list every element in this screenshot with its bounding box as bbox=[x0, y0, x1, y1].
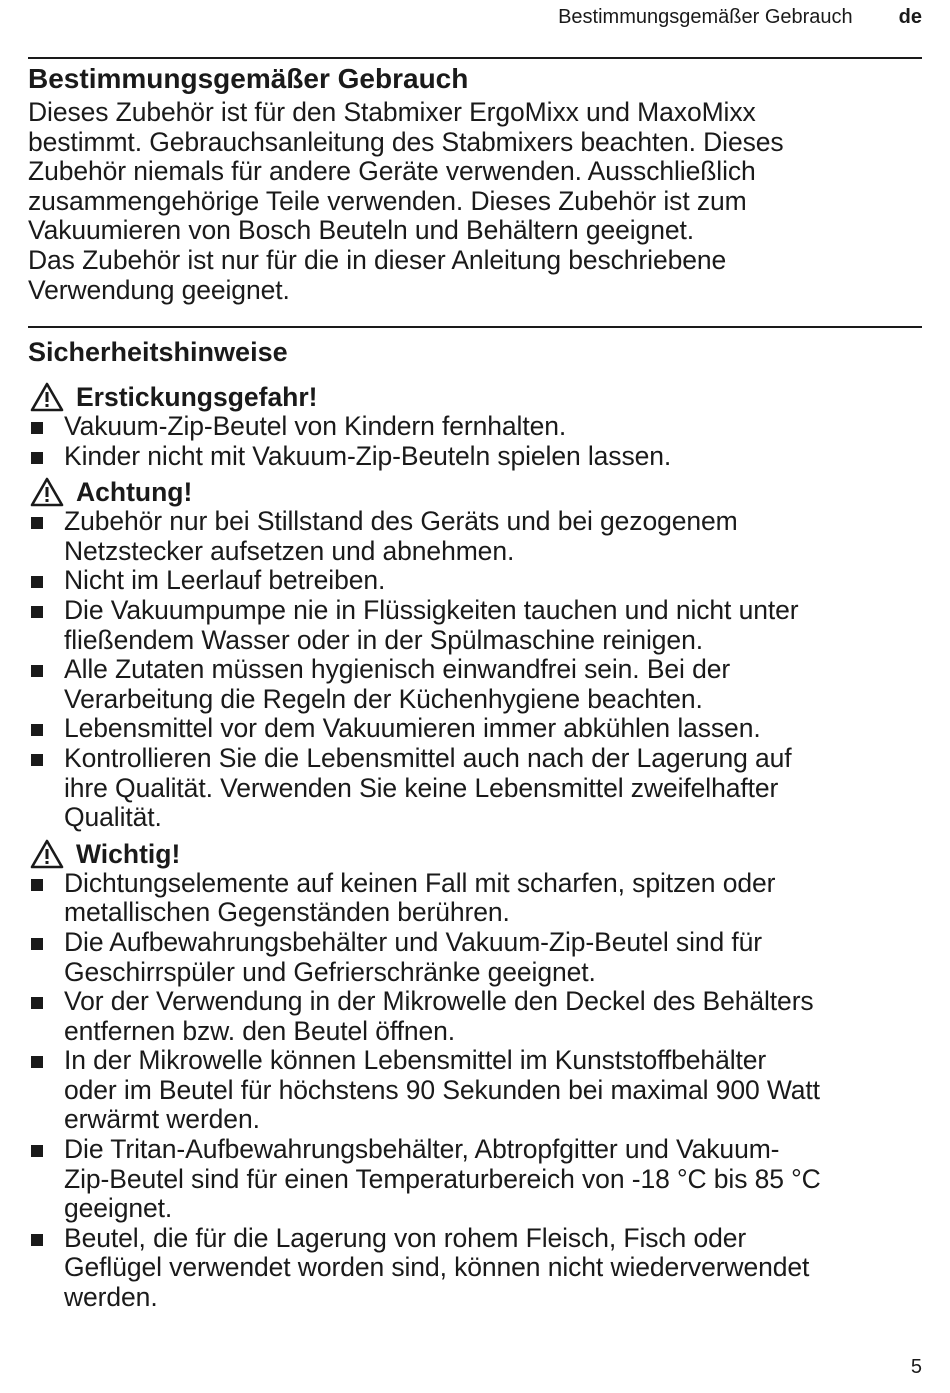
paragraph-line: Zubehör niemals für andere Geräte verwenden. Ausschließlich bbox=[28, 156, 756, 187]
warning-heading-text: Wichtig! bbox=[76, 838, 181, 869]
list-item: Alle Zutaten müssen hygienisch einwandfrei sein. Bei der Verarbeitung die Regeln der Küchenhygiene beachten. bbox=[28, 655, 922, 714]
warning-block-important bbox=[28, 839, 922, 1313]
paragraph-line: Das Zubehör ist nur für die in dieser Anleitung beschriebene bbox=[28, 244, 727, 275]
warning-triangle-icon bbox=[30, 477, 64, 507]
header-rule bbox=[28, 57, 922, 59]
list-item: Kontrollieren Sie die Lebensmittel auch nach der Lagerung auf ihre Qualität. Verwenden Sie keine Lebensmittel zweifelhafter Qualität. bbox=[28, 744, 922, 833]
warning-list bbox=[28, 412, 922, 471]
running-title: Bestimmungsgemäßer Gebrauch bbox=[558, 6, 853, 28]
paragraph-line: zusammengehörige Teile verwenden. Dieses Zubehör ist zum bbox=[28, 185, 747, 216]
warning-triangle-icon bbox=[30, 839, 64, 869]
paragraph-line: Vakuumieren von Bosch Beuteln und Behältern geeignet. bbox=[28, 215, 694, 246]
intended-use-section bbox=[28, 64, 922, 305]
warning-heading bbox=[28, 839, 922, 869]
warning-list bbox=[28, 869, 922, 1313]
language-code: de bbox=[898, 6, 922, 28]
section-rule bbox=[28, 326, 922, 328]
warning-block-caution bbox=[28, 477, 922, 833]
list-item: Vakuum-Zip-Beutel von Kindern fernhalten. bbox=[28, 412, 922, 442]
warning-list bbox=[28, 507, 922, 833]
safety-section bbox=[28, 337, 922, 1313]
warning-block-suffocation bbox=[28, 382, 922, 471]
warning-triangle-icon bbox=[30, 382, 64, 412]
list-item: Lebensmittel vor dem Vakuumieren immer abkühlen lassen. bbox=[28, 714, 922, 744]
list-item: Die Tritan-Aufbewahrungsbehälter, Abtropfgitter und Vakuum- Zip-Beutel sind für einen Temperaturbereich von -18 °C bis 85 °C geeignet. bbox=[28, 1135, 922, 1224]
warning-heading bbox=[28, 382, 922, 412]
list-item: Kinder nicht mit Vakuum-Zip-Beuteln spielen lassen. bbox=[28, 442, 922, 472]
intended-use-title: Bestimmungsgemäßer Gebrauch bbox=[28, 63, 469, 94]
intended-use-paragraph bbox=[28, 98, 922, 305]
safety-title: Sicherheitshinweise bbox=[28, 337, 288, 367]
list-item: Dichtungselemente auf keinen Fall mit scharfen, spitzen oder metallischen Gegenständen berühren. bbox=[28, 869, 922, 928]
warning-heading-text: Erstickungsgefahr! bbox=[76, 382, 318, 412]
running-header bbox=[28, 6, 922, 32]
list-item: In der Mikrowelle können Lebensmittel im Kunststoffbehälter oder im Beutel für höchstens 90 Sekunden bei maximal 900 Watt erwärmt werden. bbox=[28, 1046, 922, 1135]
paragraph-line: bestimmt. Gebrauchsanleitung des Stabmixers beachten. Dieses bbox=[28, 126, 784, 157]
warning-heading bbox=[28, 477, 922, 507]
list-item: Zubehör nur bei Stillstand des Geräts und bei gezogenem Netzstecker aufsetzen und abnehmen. bbox=[28, 507, 922, 566]
warning-heading-text: Achtung! bbox=[76, 477, 193, 508]
list-item: Beutel, die für die Lagerung von rohem Fleisch, Fisch oder Geflügel verwendet worden sind, können nicht wiederverwendet werden. bbox=[28, 1224, 922, 1313]
paragraph-line: Dieses Zubehör ist für den Stabmixer ErgoMixx und MaxoMixx bbox=[28, 97, 756, 127]
paragraph-line: Verwendung geeignet. bbox=[28, 274, 290, 305]
page-number: 5 bbox=[910, 1356, 922, 1378]
list-item: Die Aufbewahrungsbehälter und Vakuum-Zip-Beutel sind für Geschirrspüler und Gefrierschränke geeignet. bbox=[28, 928, 922, 987]
list-item: Die Vakuumpumpe nie in Flüssigkeiten tauchen und nicht unter fließendem Wasser oder in der Spülmaschine reinigen. bbox=[28, 596, 922, 655]
list-item: Vor der Verwendung in der Mikrowelle den Deckel des Behälters entfernen bzw. den Beutel öffnen. bbox=[28, 987, 922, 1046]
list-item: Nicht im Leerlauf betreiben. bbox=[28, 566, 922, 596]
